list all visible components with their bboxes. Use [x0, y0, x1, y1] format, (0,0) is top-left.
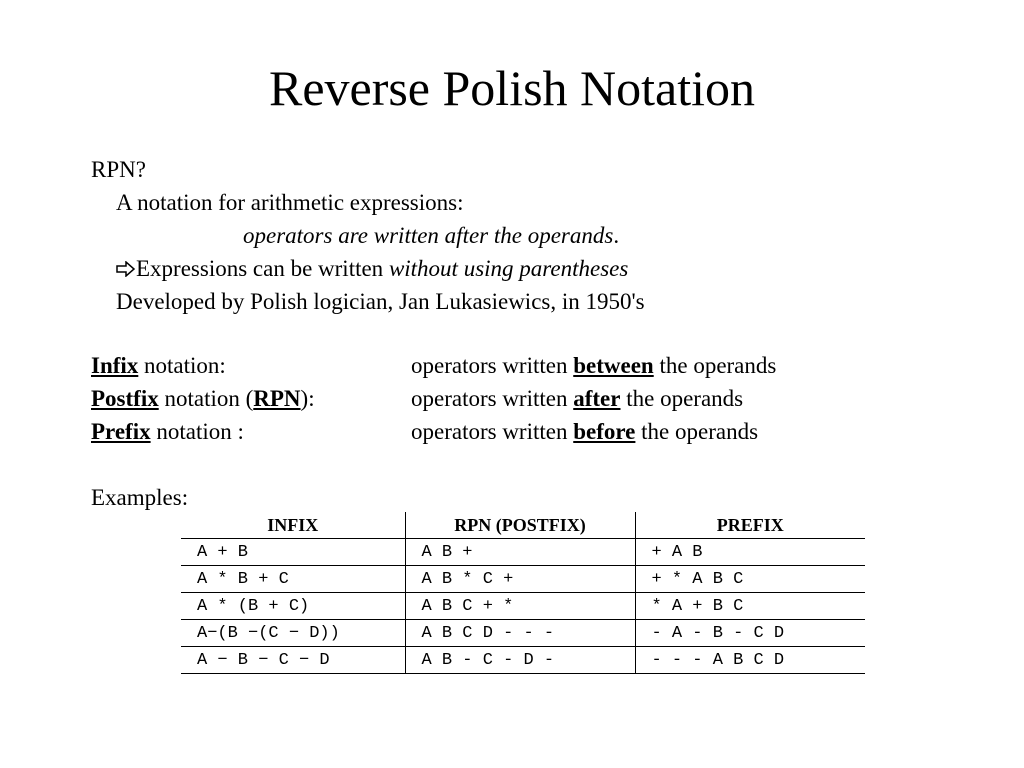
infix-name: Infix [91, 353, 139, 378]
table-row [181, 647, 865, 674]
prefix-cell: - A - B - C D [635, 620, 865, 647]
prefix-desc-pre: operators written [411, 419, 574, 444]
table-header-row [181, 512, 865, 539]
infix-term [91, 352, 226, 380]
prefix-keyword: before [573, 419, 636, 444]
examples-table [181, 512, 865, 674]
postfix-name: Postfix [91, 386, 159, 411]
postfix-desc-post: the operands [620, 386, 744, 411]
postfix-suffix: ): [300, 386, 315, 411]
postfix-desc-pre: operators written [411, 386, 574, 411]
rpn-cell: A B + [405, 539, 635, 566]
parentheses-italic: without using parentheses [388, 256, 629, 281]
postfix-description [411, 385, 743, 413]
prefix-cell: + A B [635, 539, 865, 566]
postfix-term [91, 385, 315, 413]
postfix-keyword: after [573, 386, 621, 411]
infix-cell: A * B + C [181, 566, 405, 593]
rpn-abbr: RPN [253, 386, 301, 411]
infix-cell: A + B [181, 539, 405, 566]
prefix-description [411, 418, 758, 446]
infix-desc-pre: operators written [411, 353, 574, 378]
definition-period: . [613, 223, 620, 248]
history-line: Developed by Polish logician, Jan Lukasiewics, in 1950's [116, 289, 645, 314]
prefix-cell: - - - A B C D [635, 647, 865, 674]
parentheses-text: Expressions can be written [136, 256, 389, 281]
slide-title: Reverse Polish Notation [268, 60, 756, 116]
infix-cell: A * (B + C) [181, 593, 405, 620]
table-row [181, 593, 865, 620]
definition-line: A notation for arithmetic expressions: [116, 190, 464, 215]
prefix-cell: + * A B C [635, 566, 865, 593]
prefix-name: Prefix [91, 419, 151, 444]
infix-cell: A−(B −(C − D)) [181, 620, 405, 647]
infix-suffix: notation: [138, 353, 226, 378]
rpn-cell: A B - C - D - [405, 647, 635, 674]
right-arrow-icon [116, 256, 136, 284]
parentheses-line [116, 255, 628, 284]
infix-keyword: between [573, 353, 654, 378]
prefix-suffix: notation : [150, 419, 244, 444]
infix-description [411, 352, 776, 380]
header-rpn: RPN (POSTFIX) [405, 512, 635, 539]
header-prefix: PREFIX [635, 512, 865, 539]
rpn-cell: A B * C + [405, 566, 635, 593]
rpn-heading: RPN? [91, 157, 146, 182]
postfix-mid: notation ( [158, 386, 254, 411]
header-infix: INFIX [181, 512, 405, 539]
examples-label: Examples: [91, 485, 189, 510]
table-row [181, 566, 865, 593]
prefix-cell: * A + B C [635, 593, 865, 620]
infix-desc-post: the operands [653, 353, 777, 378]
rpn-cell: A B C D - - - [405, 620, 635, 647]
table-row [181, 539, 865, 566]
definition-detail [243, 222, 619, 250]
prefix-desc-post: the operands [635, 419, 759, 444]
rpn-cell: A B C + * [405, 593, 635, 620]
prefix-term [91, 418, 244, 446]
definition-italic: operators are written after the operands [243, 223, 614, 248]
table-row [181, 620, 865, 647]
infix-cell: A − B − C − D [181, 647, 405, 674]
